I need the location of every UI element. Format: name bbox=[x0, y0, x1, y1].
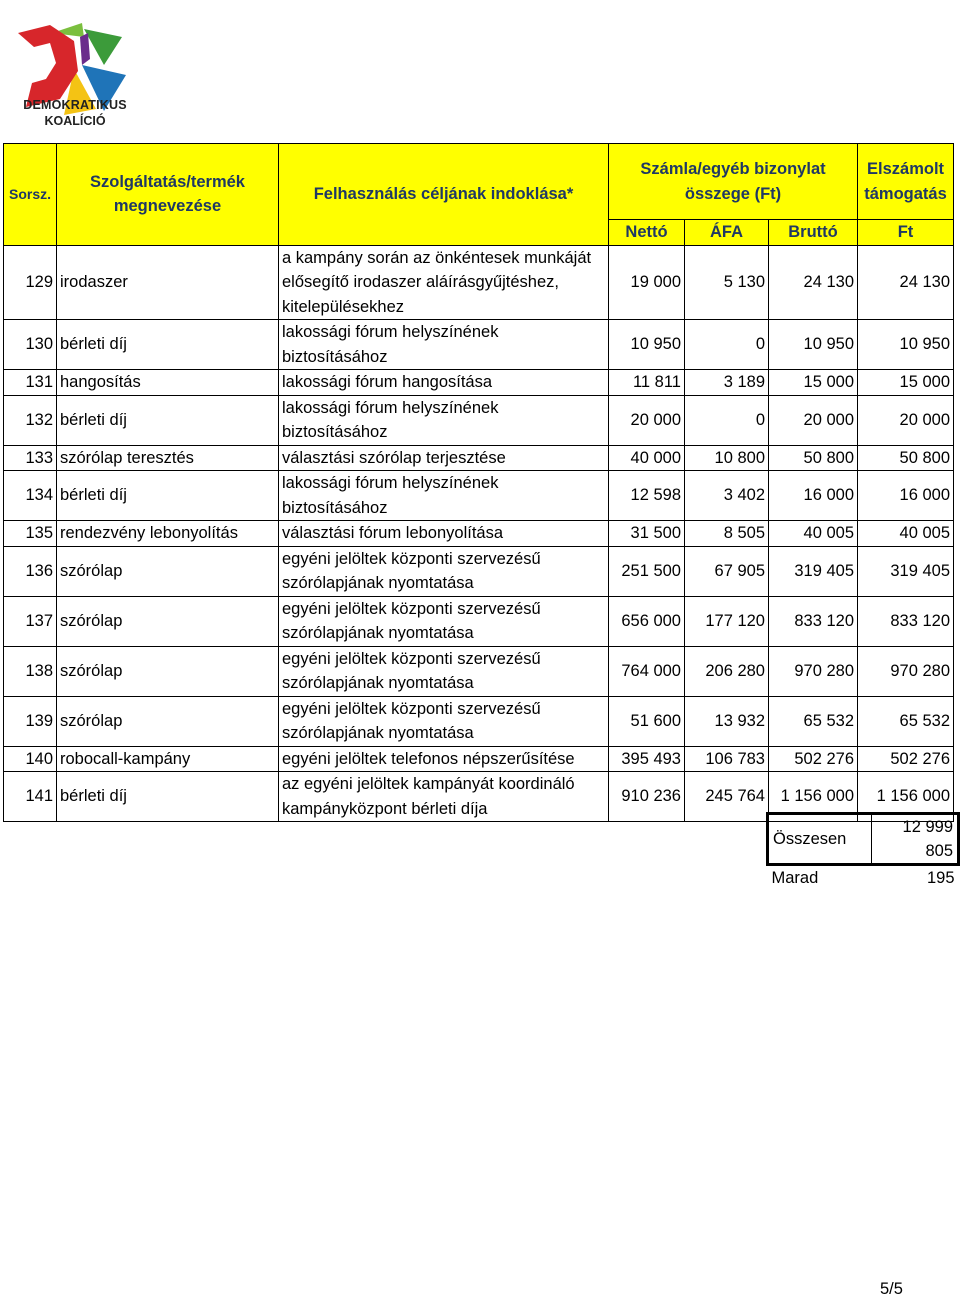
header-brutto: Bruttó bbox=[769, 220, 858, 246]
table-row bbox=[4, 445, 954, 471]
row-purpose: egyéni jelöltek központi szervezésű szórólapjának nyomtatása bbox=[279, 646, 609, 696]
row-netto: 51 600 bbox=[609, 696, 685, 746]
row-purpose: egyéni jelöltek központi szervezésű szórólapjának nyomtatása bbox=[279, 696, 609, 746]
row-netto: 19 000 bbox=[609, 245, 685, 320]
row-afa: 10 800 bbox=[685, 445, 769, 471]
row-netto: 20 000 bbox=[609, 395, 685, 445]
row-netto: 910 236 bbox=[609, 772, 685, 822]
header-invoice: Számla/egyéb bizonylat összege (Ft) bbox=[609, 144, 858, 220]
row-netto: 11 811 bbox=[609, 370, 685, 396]
header-afa: ÁFA bbox=[685, 220, 769, 246]
row-purpose: lakossági fórum hangosítása bbox=[279, 370, 609, 396]
row-ft: 40 005 bbox=[858, 521, 954, 547]
row-number: 141 bbox=[4, 772, 57, 822]
total-label: Összesen bbox=[768, 814, 872, 865]
row-purpose: a kampány során az önkéntesek munkáját elősegítő irodaszer aláírásgyűjtéshez, kitelepülésekhez bbox=[279, 245, 609, 320]
row-ft: 50 800 bbox=[858, 445, 954, 471]
header-ft: Ft bbox=[858, 220, 954, 246]
row-number: 133 bbox=[4, 445, 57, 471]
header-service: Szolgáltatás/termék megnevezése bbox=[57, 144, 279, 246]
row-service: robocall-kampány bbox=[57, 746, 279, 772]
logo-text-line1: DEMOKRATIKUS bbox=[23, 98, 127, 112]
row-purpose: lakossági fórum helyszínének biztosításához bbox=[279, 471, 609, 521]
row-brutto: 40 005 bbox=[769, 521, 858, 547]
row-number: 139 bbox=[4, 696, 57, 746]
row-ft: 16 000 bbox=[858, 471, 954, 521]
table-body bbox=[4, 245, 954, 822]
row-afa: 13 932 bbox=[685, 696, 769, 746]
page-number: 5/5 bbox=[880, 1280, 903, 1298]
row-afa: 177 120 bbox=[685, 596, 769, 646]
header-netto: Nettó bbox=[609, 220, 685, 246]
row-brutto: 16 000 bbox=[769, 471, 858, 521]
row-brutto: 1 156 000 bbox=[769, 772, 858, 822]
header-purpose: Felhasználás céljának indoklása* bbox=[279, 144, 609, 246]
logo-text-line2: KOALÍCIÓ bbox=[44, 114, 106, 128]
row-brutto: 970 280 bbox=[769, 646, 858, 696]
row-service: bérleti díj bbox=[57, 772, 279, 822]
row-brutto: 10 950 bbox=[769, 320, 858, 370]
row-netto: 40 000 bbox=[609, 445, 685, 471]
table-row bbox=[4, 471, 954, 521]
row-brutto: 502 276 bbox=[769, 746, 858, 772]
row-service: bérleti díj bbox=[57, 471, 279, 521]
row-service: bérleti díj bbox=[57, 320, 279, 370]
row-ft: 502 276 bbox=[858, 746, 954, 772]
row-purpose: lakossági fórum helyszínének biztosításához bbox=[279, 320, 609, 370]
row-service: irodaszer bbox=[57, 245, 279, 320]
row-afa: 8 505 bbox=[685, 521, 769, 547]
row-brutto: 65 532 bbox=[769, 696, 858, 746]
row-ft: 20 000 bbox=[858, 395, 954, 445]
row-ft: 1 156 000 bbox=[858, 772, 954, 822]
row-netto: 12 598 bbox=[609, 471, 685, 521]
row-afa: 3 402 bbox=[685, 471, 769, 521]
row-number: 137 bbox=[4, 596, 57, 646]
row-number: 138 bbox=[4, 646, 57, 696]
row-number: 129 bbox=[4, 245, 57, 320]
expense-table bbox=[3, 143, 954, 822]
row-service: szórólap bbox=[57, 696, 279, 746]
table-row bbox=[4, 746, 954, 772]
header-sorsz: Sorsz. bbox=[4, 144, 57, 246]
row-number: 132 bbox=[4, 395, 57, 445]
row-ft: 24 130 bbox=[858, 245, 954, 320]
row-netto: 251 500 bbox=[609, 546, 685, 596]
table-row bbox=[4, 696, 954, 746]
table-row bbox=[4, 395, 954, 445]
table-row bbox=[4, 320, 954, 370]
table-row bbox=[4, 245, 954, 320]
row-number: 131 bbox=[4, 370, 57, 396]
row-afa: 245 764 bbox=[685, 772, 769, 822]
totals-table bbox=[766, 812, 960, 890]
remaining-label: Marad bbox=[771, 869, 819, 887]
row-ft: 970 280 bbox=[858, 646, 954, 696]
row-afa: 106 783 bbox=[685, 746, 769, 772]
table-row bbox=[4, 546, 954, 596]
row-netto: 395 493 bbox=[609, 746, 685, 772]
row-afa: 3 189 bbox=[685, 370, 769, 396]
table-row bbox=[4, 521, 954, 547]
row-purpose: egyéni jelöltek központi szervezésű szórólapjának nyomtatása bbox=[279, 596, 609, 646]
row-number: 130 bbox=[4, 320, 57, 370]
row-afa: 0 bbox=[685, 320, 769, 370]
row-brutto: 15 000 bbox=[769, 370, 858, 396]
row-service: bérleti díj bbox=[57, 395, 279, 445]
row-afa: 0 bbox=[685, 395, 769, 445]
row-netto: 656 000 bbox=[609, 596, 685, 646]
row-afa: 67 905 bbox=[685, 546, 769, 596]
row-brutto: 20 000 bbox=[769, 395, 858, 445]
row-service: rendezvény lebonyolítás bbox=[57, 521, 279, 547]
row-ft: 10 950 bbox=[858, 320, 954, 370]
table-row bbox=[4, 596, 954, 646]
row-brutto: 24 130 bbox=[769, 245, 858, 320]
total-value: 12 999 805 bbox=[871, 814, 958, 865]
row-purpose: egyéni jelöltek központi szervezésű szórólapjának nyomtatása bbox=[279, 546, 609, 596]
row-afa: 5 130 bbox=[685, 245, 769, 320]
row-ft: 15 000 bbox=[858, 370, 954, 396]
row-netto: 31 500 bbox=[609, 521, 685, 547]
row-netto: 764 000 bbox=[609, 646, 685, 696]
row-ft: 65 532 bbox=[858, 696, 954, 746]
row-number: 135 bbox=[4, 521, 57, 547]
table-row bbox=[4, 646, 954, 696]
row-brutto: 50 800 bbox=[769, 445, 858, 471]
row-service: szórólap bbox=[57, 646, 279, 696]
row-number: 136 bbox=[4, 546, 57, 596]
row-number: 134 bbox=[4, 471, 57, 521]
row-purpose: az egyéni jelöltek kampányát koordináló kampányközpont bérleti díja bbox=[279, 772, 609, 822]
row-afa: 206 280 bbox=[685, 646, 769, 696]
row-purpose: választási szórólap terjesztése bbox=[279, 445, 609, 471]
table-row bbox=[4, 370, 954, 396]
row-brutto: 833 120 bbox=[769, 596, 858, 646]
header-settled: Elszámolt támogatás bbox=[858, 144, 954, 220]
row-purpose: egyéni jelöltek telefonos népszerűsítése bbox=[279, 746, 609, 772]
row-netto: 10 950 bbox=[609, 320, 685, 370]
row-purpose: választási fórum lebonyolítása bbox=[279, 521, 609, 547]
row-purpose: lakossági fórum helyszínének biztosításához bbox=[279, 395, 609, 445]
row-ft: 319 405 bbox=[858, 546, 954, 596]
row-brutto: 319 405 bbox=[769, 546, 858, 596]
row-service: hangosítás bbox=[57, 370, 279, 396]
row-service: szórólap bbox=[57, 596, 279, 646]
row-service: szórólap bbox=[57, 546, 279, 596]
remaining-value: 195 bbox=[926, 869, 955, 887]
row-service: szórólap teresztés bbox=[57, 445, 279, 471]
row-number: 140 bbox=[4, 746, 57, 772]
row-ft: 833 120 bbox=[858, 596, 954, 646]
